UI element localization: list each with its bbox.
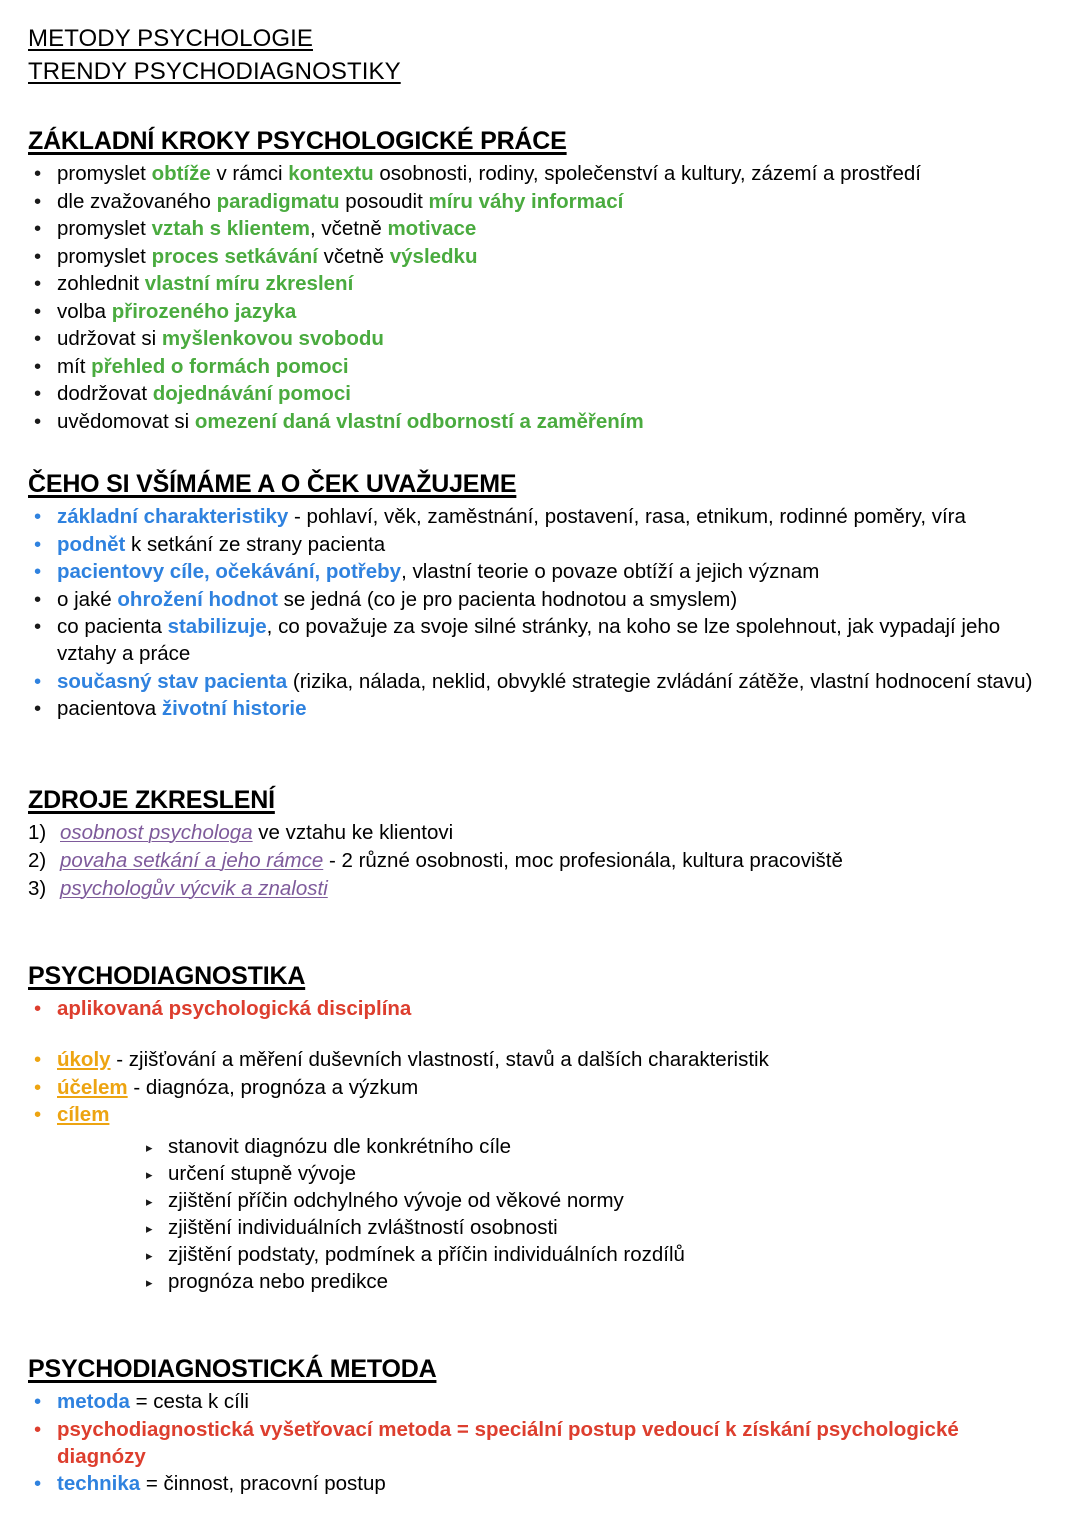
section-basic-steps-heading: ZÁKLADNÍ KROKY PSYCHOLOGICKÉ PRÁCE — [28, 127, 567, 155]
list-item — [28, 1046, 1052, 1073]
list-item-text-plain-2: , včetně — [309, 217, 388, 240]
list-item-rest: - 2 různé osobnosti, moc profesionála, kultura pracoviště — [323, 848, 843, 872]
bullet-icon: • — [34, 327, 42, 350]
list-item-rest: (rizika, nálada, neklid, obvyklé strategie zvládání zátěže, vlastní hodnocení stavu) — [287, 669, 1033, 693]
list-item-lead: základní charakteristiky — [57, 505, 289, 528]
list-item-lead: podnět — [57, 532, 126, 556]
bullet-icon: • — [34, 409, 42, 433]
list-item-rest: - zjišťování a měření duševních vlastností, stavů a dalších charakteristik — [110, 1048, 769, 1071]
list-item-lead: ohrožení hodnot — [117, 587, 278, 611]
list-item-emphasis-2: míru váhy informací — [428, 189, 624, 213]
arrow-bullet-icon: ▸ — [146, 1194, 153, 1209]
bullet-icon: • — [34, 1472, 42, 1495]
list-item-text: stanovit diagnózu dle konkrétního cíle — [168, 1135, 512, 1158]
section-diagnostic-method — [28, 1354, 1052, 1497]
list-item-number: 1) — [28, 820, 47, 844]
bullet-icon: • — [34, 162, 42, 185]
bullet-icon: • — [34, 217, 42, 240]
list-item — [28, 215, 1052, 242]
psychodiagnostics-goals-sublist — [28, 1134, 1052, 1296]
list-item — [28, 298, 1052, 325]
list-item-text: aplikovaná psychologická disciplína — [57, 996, 412, 1020]
list-item-lead: účelem — [57, 1075, 128, 1099]
list-item-text: psychodiagnostická vyšetřovací metoda = speciální postup vedoucí k získání psychologické diagnózy — [57, 1417, 959, 1468]
list-item — [28, 1134, 1052, 1161]
list-item — [28, 188, 1052, 215]
list-item-text-plain-1: promyslet — [57, 217, 152, 240]
arrow-bullet-icon: ▸ — [146, 1275, 153, 1290]
list-item-emphasis-1: omezení daná vlastní odborností a zaměřením — [194, 409, 644, 433]
list-item — [28, 380, 1052, 407]
list-item-text-plain-1: udržovat si — [57, 327, 162, 350]
section-sources-of-bias — [28, 785, 1052, 903]
list-item-number: 2) — [28, 848, 47, 872]
arrow-bullet-icon: ▸ — [146, 1248, 153, 1263]
list-item-emphasis-1: dojednávání pomoci — [152, 382, 351, 405]
list-item-text: prognóza nebo predikce — [168, 1270, 388, 1293]
list-item — [28, 1269, 1052, 1296]
list-item — [28, 531, 1052, 558]
list-item — [28, 995, 1052, 1022]
bullet-icon: • — [34, 587, 42, 611]
list-item-rest: , co považuje za svoje silné stránky, na koho se lze spolehnout, jak vypadají jeho vztahy a práce — [57, 615, 1001, 665]
list-item — [28, 586, 1052, 613]
list-item-text: zjištění příčin odchylného vývoje od věkové normy — [168, 1189, 624, 1212]
list-item — [28, 270, 1052, 297]
list-item-emphasis-1: vlastní míru zkreslení — [144, 272, 354, 295]
list-item — [28, 160, 1052, 187]
list-item-text: zjištění podstaty, podmínek a příčin individuálních rozdílů — [168, 1243, 685, 1266]
bullet-icon: • — [34, 1390, 42, 1413]
list-item — [28, 819, 1052, 847]
list-item-text-plain-1: dodržovat — [57, 382, 153, 405]
list-item — [28, 695, 1052, 722]
list-item — [28, 1161, 1052, 1188]
list-item-text-plain-3: osobnosti, rodiny, společenství a kultury, zázemí a prostředí — [373, 162, 921, 185]
list-item-lead: metoda — [57, 1390, 130, 1413]
list-item-text-plain-1: dle zvažovaného — [57, 189, 217, 213]
bullet-icon: • — [34, 299, 42, 323]
list-item-text-plain-1: promyslet — [57, 244, 152, 268]
list-item-rest: k setkání ze strany pacienta — [125, 532, 386, 556]
list-item-emphasis-1: obtíže — [151, 162, 211, 185]
document-title-line-2 — [28, 57, 1052, 90]
section-what-we-notice-heading: ČEHO SI VŠÍMÁME A O ČEK UVAŽUJEME — [28, 470, 517, 498]
list-item-text-plain-1: promyslet — [57, 162, 152, 185]
list-item — [28, 503, 1052, 530]
list-item-lead: současný stav pacienta — [57, 669, 288, 693]
list-item — [28, 243, 1052, 270]
list-item — [28, 1215, 1052, 1242]
list-item — [28, 847, 1052, 875]
list-item-text-plain-2: posoudit — [339, 189, 429, 213]
bullet-icon: • — [34, 505, 42, 528]
list-item — [28, 1074, 1052, 1101]
list-item-text-plain-1: volba — [57, 299, 112, 323]
bullet-icon: • — [34, 1417, 42, 1441]
list-item-rest: = cesta k cíli — [129, 1390, 249, 1413]
bullet-icon: • — [34, 560, 42, 583]
section-sources-of-bias-heading: ZDROJE ZKRESLENÍ — [28, 785, 275, 814]
bullet-icon: • — [34, 996, 42, 1020]
list-item-rest: se jedná (co je pro pacienta hodnotou a smyslem) — [277, 587, 738, 611]
bullet-icon: • — [34, 272, 42, 295]
section-psychodiagnostics-heading: PSYCHODIAGNOSTIKA — [28, 961, 306, 990]
list-item-emphasis-2: kontextu — [288, 162, 374, 185]
section-basic-steps — [28, 126, 1052, 435]
list-item-emphasis-2: výsledku — [389, 244, 478, 268]
bullet-icon: • — [34, 189, 42, 213]
psychodiagnostics-list — [28, 1046, 1052, 1128]
sources-of-bias-list — [28, 819, 1052, 903]
bullet-icon: • — [34, 1103, 42, 1126]
section-psychodiagnostics — [28, 961, 1052, 1296]
arrow-bullet-icon: ▸ — [146, 1221, 153, 1236]
list-item — [28, 875, 1052, 903]
list-item-pre: co pacienta — [57, 615, 168, 638]
bullet-icon: • — [34, 382, 42, 405]
document-title-line-1-text: METODY PSYCHOLOGIE — [28, 25, 313, 52]
list-item — [28, 558, 1052, 585]
what-we-notice-list — [28, 503, 1052, 722]
section-diagnostic-method-heading: PSYCHODIAGNOSTICKÁ METODA — [28, 1355, 437, 1383]
list-item-rest: - diagnóza, prognóza a výzkum — [127, 1075, 419, 1099]
list-item — [28, 353, 1052, 380]
list-item-lead: životní historie — [161, 697, 307, 720]
list-item-text: zjištění individuálních zvláštností osobnosti — [168, 1216, 558, 1239]
bullet-icon: • — [34, 1048, 42, 1071]
list-item-rest: - pohlaví, věk, zaměstnání, postavení, rasa, etnikum, rodinné poměry, víra — [288, 505, 966, 528]
list-item-emphasis-1: přehled o formách pomoci — [91, 354, 349, 378]
list-item — [28, 325, 1052, 352]
list-item — [28, 1242, 1052, 1269]
psychodiagnostics-intro-list — [28, 995, 1052, 1022]
list-item-lead: cílem — [57, 1103, 110, 1126]
list-item — [28, 1388, 1052, 1415]
document-title-line-1 — [28, 24, 1052, 57]
list-item — [28, 1188, 1052, 1215]
list-item — [28, 1101, 1052, 1128]
bullet-icon: • — [34, 615, 42, 638]
bullet-icon: • — [34, 697, 42, 720]
list-item-lead: stabilizuje — [167, 615, 267, 638]
list-item-emphasis-1: myšlenkovou svobodu — [161, 327, 384, 350]
basic-steps-list — [28, 160, 1052, 435]
list-item — [28, 668, 1052, 695]
list-item-emphasis-1: přirozeného jazyka — [111, 299, 297, 323]
list-item-lead: technika — [57, 1472, 141, 1495]
list-item-rest: ve vztahu ke klientovi — [252, 820, 454, 844]
list-item-emphasis-1: paradigmatu — [216, 189, 340, 213]
bullet-icon: • — [34, 669, 42, 693]
list-item-emphasis: psychologův výcvik a znalosti — [60, 876, 328, 900]
list-item-emphasis: povaha setkání a jeho rámce — [60, 848, 324, 872]
list-item-emphasis-1: proces setkávání — [151, 244, 318, 268]
arrow-bullet-icon: ▸ — [146, 1140, 153, 1155]
list-item-text-plain-1: zohlednit — [57, 272, 145, 295]
list-item-lead: úkoly — [57, 1048, 111, 1071]
list-item-emphasis-2: motivace — [387, 217, 477, 240]
list-item-text-plain-1: mít — [57, 354, 92, 378]
diagnostic-method-list — [28, 1388, 1052, 1497]
bullet-icon: • — [34, 1075, 42, 1099]
list-item — [28, 613, 1052, 667]
list-item-text-plain-2: v rámci — [210, 162, 289, 185]
list-item-emphasis: osobnost psychologa — [60, 820, 253, 844]
list-item-emphasis-1: vztah s klientem — [151, 217, 310, 240]
list-item-text-plain-1: uvědomovat si — [57, 409, 195, 433]
section-what-we-notice — [28, 469, 1052, 722]
list-item-pre: o jaké — [57, 587, 118, 611]
document-title-line-2-text: TRENDY PSYCHODIAGNOSTIKY — [28, 58, 401, 85]
list-item-number: 3) — [28, 876, 47, 900]
list-item — [28, 408, 1052, 435]
list-item-text: určení stupně vývoje — [168, 1162, 357, 1185]
document-title — [28, 24, 1052, 90]
list-item-text-plain-2: včetně — [317, 244, 390, 268]
list-item-rest: = činnost, pracovní postup — [140, 1472, 386, 1495]
list-item-lead: pacientovy cíle, očekávání, potřeby — [57, 560, 402, 583]
list-item-rest: , vlastní teorie o povaze obtíží a jejich význam — [401, 560, 820, 583]
list-item-pre: pacientova — [57, 697, 162, 720]
arrow-bullet-icon: ▸ — [146, 1167, 153, 1182]
list-item — [28, 1416, 1052, 1470]
bullet-icon: • — [34, 354, 42, 378]
bullet-icon: • — [34, 244, 42, 268]
list-item — [28, 1470, 1052, 1497]
bullet-icon: • — [34, 532, 42, 556]
